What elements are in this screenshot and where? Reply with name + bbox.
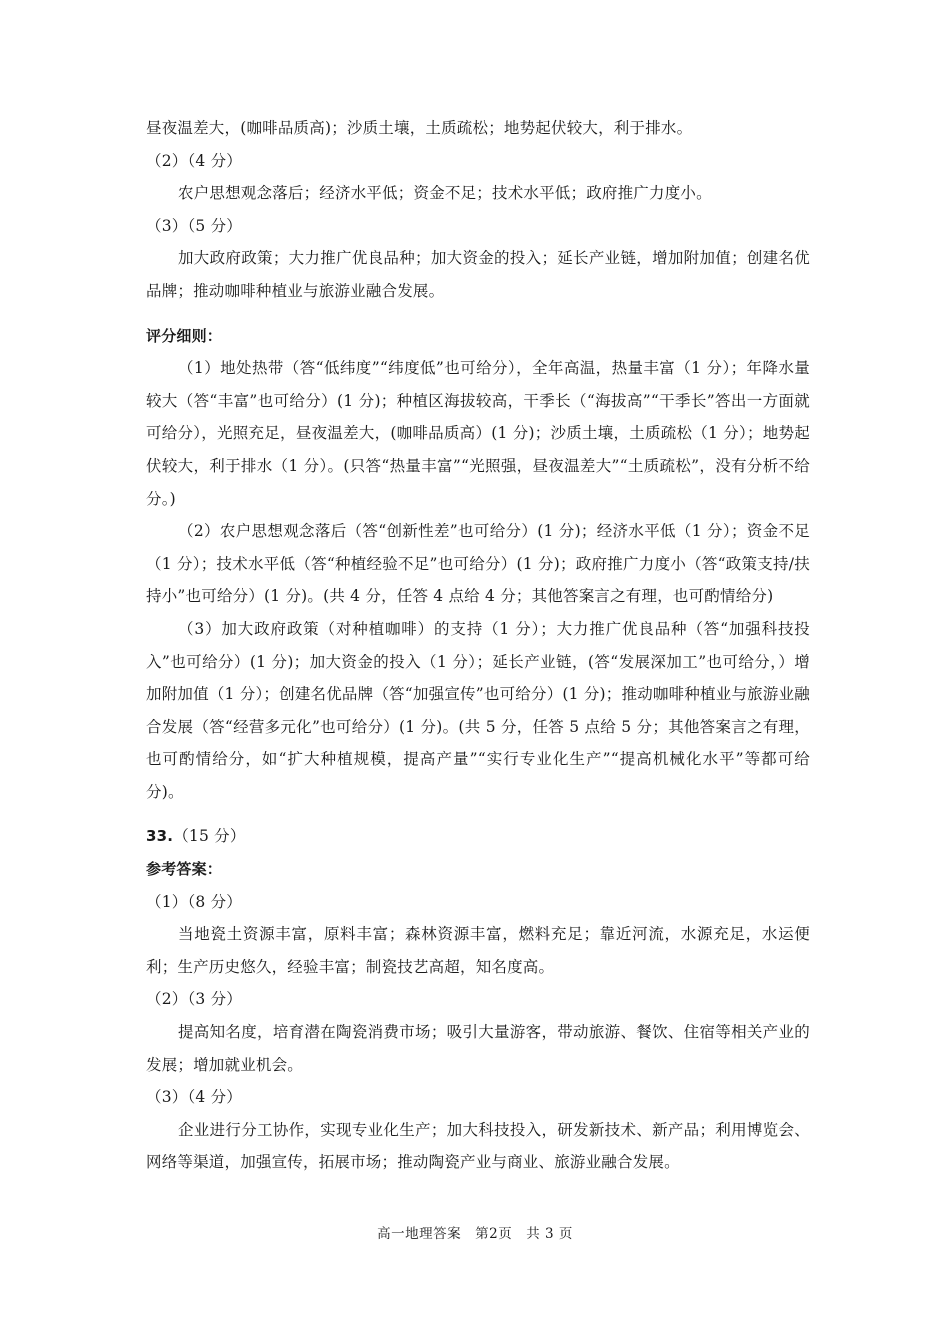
q33-answer2-label: （2）（3 分） [146, 990, 243, 1009]
scoring-rule-3: （3）加大政府政策（对种植咖啡）的支持（1 分）；大力推广优良品种（答“加强科技投入”也可给分）(1 分)；加大资金的投入（1 分）；延长产业链，(答“发展深加工”也可给分，）增加附加值（1 分）；创建名优品牌（答“加强宣传”也可给分）(1 分)；推动咖啡种植业与旅游业融合发展（答“经营多元化”也可给分）(1 分)。(共 5 分，任答 5 点给 5 分；其他答案言之有理，也可酌情给分，如“扩大种植规模，提高产量”“实行专业化生产”“提高机械化水平”等都可给分)。 [146, 619, 810, 801]
scoring-rule-2: （2）农户思想观念落后（答“创新性差”也可给分）(1 分)；经济水平低（1 分）；资金不足（1 分）；技术水平低（答“种植经验不足”也可给分）(1 分)；政府推广力度小（答“政策支持/扶持小”也可给分）(1 分)。(共 4 分，任答 4 点给 4 分；其他答案言之有理，也可酌情给分) [146, 522, 810, 606]
q33-answer1-label: （1）（8 分） [146, 892, 243, 911]
scoring-rules-heading: 评分细则： [146, 326, 223, 345]
q33-number: 33. [146, 827, 174, 846]
q33-answer1-text: 当地瓷土资源丰富，原料丰富；森林资源丰富，燃料充足；靠近河流，水源充足，水运便利；生产历史悠久，经验丰富；制瓷技艺高超，知名度高。 [146, 925, 810, 976]
q32-answer3-label: （3）（5 分） [146, 216, 243, 235]
answer-content [146, 112, 810, 1179]
scoring-rule-1: （1）地处热带（答“低纬度”“纬度低”也可给分），全年高温，热量丰富（1 分）；年降水量较大（答“丰富”也可给分）(1 分)；种植区海拔较高，干季长（“海拔高”“干季长”答出一方面就可给分），光照充足，昼夜温差大，(咖啡品质高）(1 分)；沙质土壤，土质疏松（1 分）；地势起伏较大，利于排水（1 分）。(只答“热量丰富”“光照强，昼夜温差大”“土质疏松”，没有分析不给分。) [146, 359, 810, 508]
q33-answer3-label: （3）（4 分） [146, 1088, 243, 1107]
reference-answer-heading: 参考答案： [146, 860, 223, 879]
q33-answer2-text: 提高知名度，培育潜在陶瓷消费市场；吸引大量游客，带动旅游、餐饮、住宿等相关产业的发展；增加就业机会。 [146, 1023, 810, 1074]
page-footer: 高一地理答案 第2页 共 3 页 [377, 1226, 573, 1242]
q33-title [146, 820, 810, 853]
q33-answer3-text: 企业进行分工协作，实现专业化生产；加大科技投入，研发新技术、新产品；利用博览会、网络等渠道，加强宣传，拓展市场；推动陶瓷产业与商业、旅游业融合发展。 [146, 1120, 810, 1172]
q32-answer2-text: 农户思想观念落后；经济水平低；资金不足；技术水平低；政府推广力度小。 [178, 184, 712, 203]
q32-answer3-text: 加大政府政策；大力推广优良品种；加大资金的投入；延长产业链，增加附加值；创建名优品牌；推动咖啡种植业与旅游业融合发展。 [146, 249, 810, 300]
q33-score: （15 分） [173, 827, 246, 846]
q32-answer1-tail: 昼夜温差大，(咖啡品质高)；沙质土壤，土质疏松；地势起伏较大，利于排水。 [146, 119, 693, 137]
q32-answer2-label: （2）（4 分） [146, 151, 243, 170]
